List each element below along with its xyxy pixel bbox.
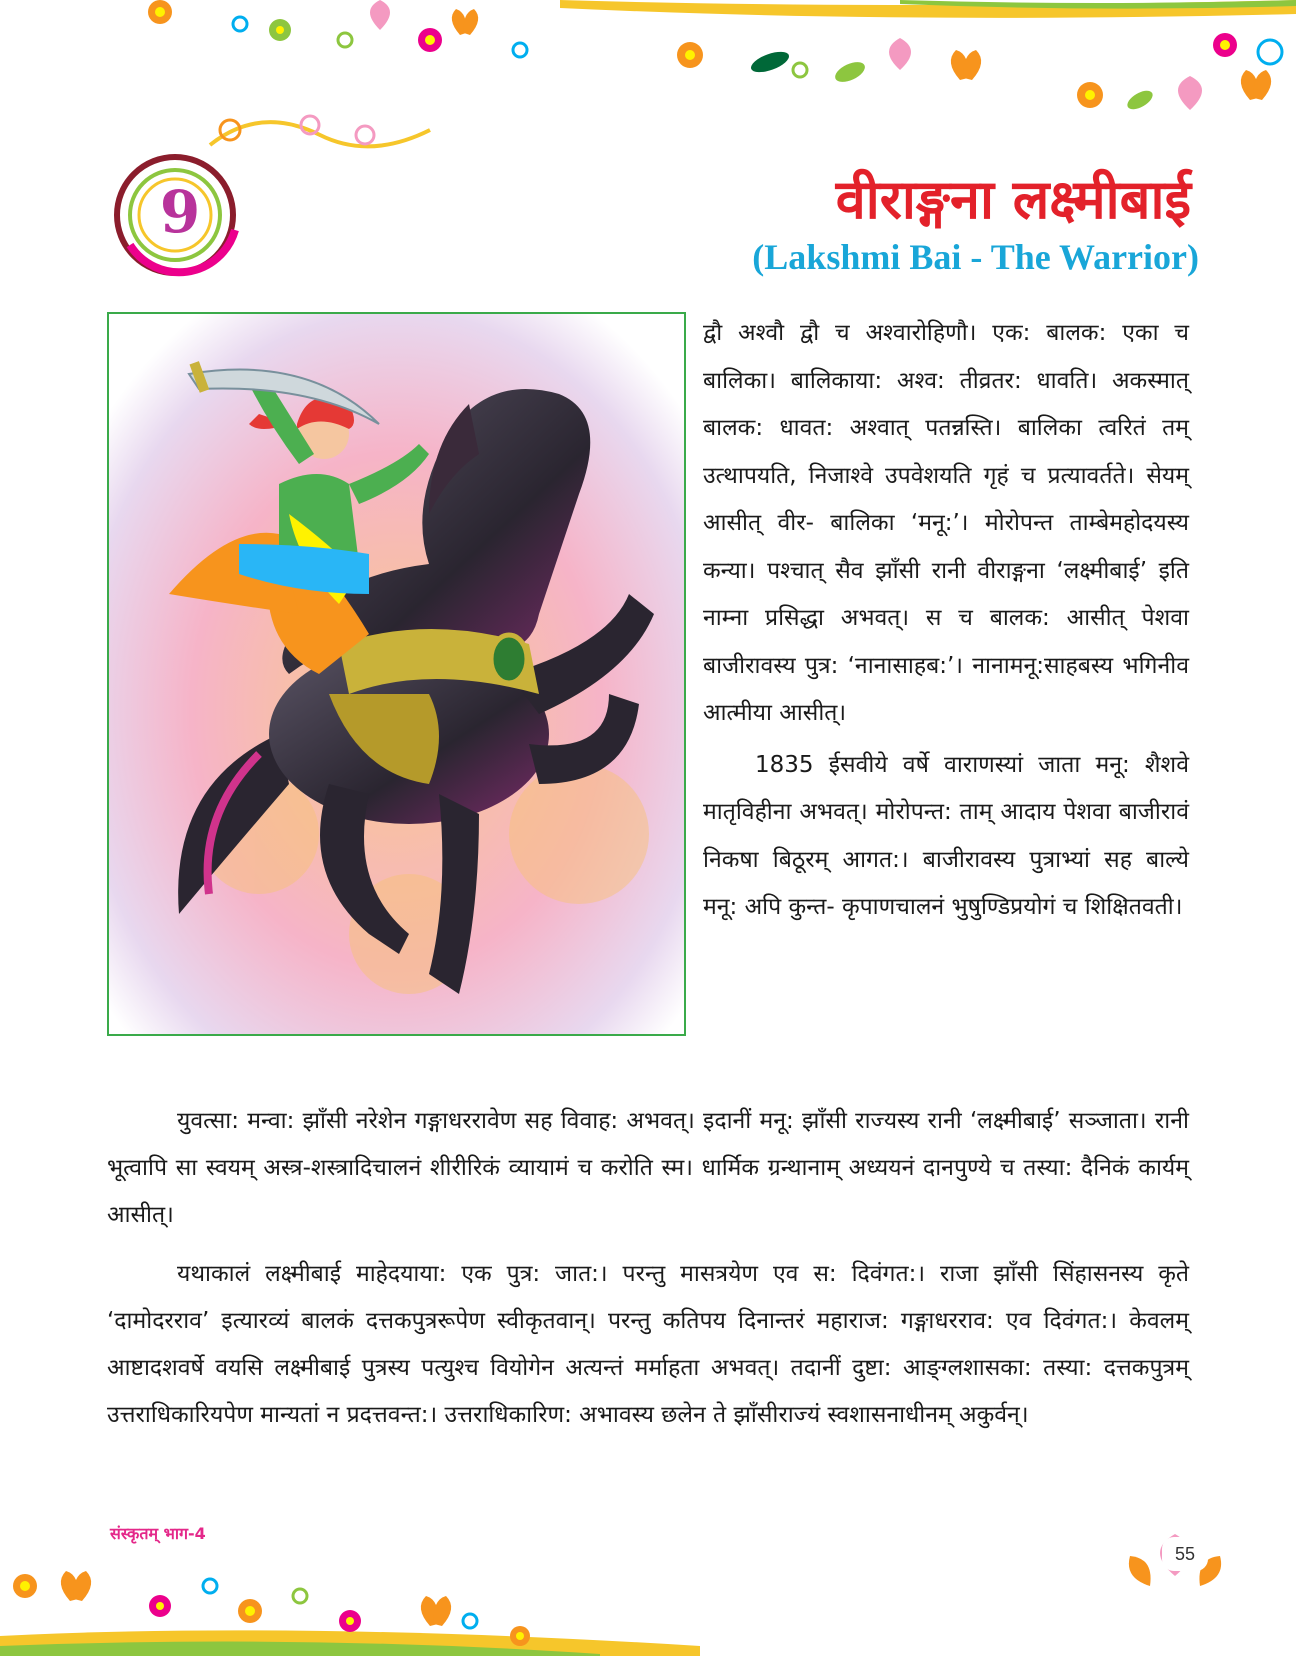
butterfly-icon bbox=[1241, 70, 1271, 100]
top-floral-border bbox=[0, 0, 1296, 130]
butterfly-icon bbox=[951, 50, 981, 80]
chapter-number: 9 bbox=[159, 178, 201, 246]
page-number: 55 bbox=[1162, 1537, 1208, 1571]
lakshmibai-illustration bbox=[107, 312, 686, 1036]
chapter-title-english: (Lakshmi Bai - The Warrior) bbox=[752, 237, 1199, 277]
paragraph-side-2: 1835 ईसवीये वर्षे वाराणस्यां जाता मनू: शैशवे मातृविहीना अभवत्। मोरोपन्त: ताम् आदाय पेशवा बाजीरावं निकषा बिठूरम् आगत:। बाजीरावस्य पुत्राभ्यां सह बाल्ये मनू: अपि कुन्त- कृपाणचालनं भुषुण्डिप्रयोगं च शिक्षितवती। bbox=[703, 751, 1189, 920]
paragraph-full-2: यथाकालं लक्ष्मीबाई माहेदयाया: एक पुत्र: जात:। परन्तु मासत्रयेण एव स: दिवंगत:। राजा झाँसी सिंहासनस्य कृते ‘दामोदरराव’ इत्यारव्यं बालकं दत्तकपुत्ररूपेण स्वीकृतवान्। परन्तु कतिपय दिनान्तरं महाराज: गङ्गाधरराव: एव दिवंगत:। केवलम् आष्टादशवर्षे वयसि लक्ष्मीबाई पुत्रस्य पत्युश्च वियोगेन अत्यन्तं मर्माहता अभवत्। तदानीं दुष्टा: आङ्ग्लशासका: तस्या: दत्तकपुत्रम् उत्तराधिकारियपेण मान्यतां न प्रदत्तवन्त:। उत्तराधिकारिण: अभावस्य छलेन ते झाँसीराज्यं स्वशासनाधीनम् अकुर्वन्। bbox=[107, 1261, 1189, 1428]
side-text-block bbox=[703, 310, 1189, 936]
paragraph-full-1: युवत्सा: मन्वा: झाँसी नरेशेन गङ्गाधररावेण सह विवाह: अभवत्। इदानीं मनू: झाँसी राज्यस्य रानी ‘लक्ष्मीबाई’ सञ्जाता। रानी भूत्वापि सा स्वयम् अस्त्र-शस्त्रादिचालनं शीरीरिकं व्यायामं च करोति स्म। धार्मिक ग्रन्थानाम् अध्ययनं दानपुण्ये च तस्या: दैनिकं कार्यम् आसीत्। bbox=[107, 1108, 1189, 1228]
chapter-title-hindi: वीराङ्गना लक्ष्मीबाई bbox=[835, 168, 1191, 231]
footer-book-title: संस्कृतम् भाग-4 bbox=[110, 1524, 206, 1543]
full-text-block bbox=[107, 1098, 1189, 1451]
bottom-floral-border bbox=[0, 1526, 1296, 1656]
butterfly-icon bbox=[452, 9, 478, 35]
lakshmibai-on-horse-illustration bbox=[109, 314, 684, 1034]
paragraph-side-1: द्वौ अश्वौ द्वौ च अश्वारोहिणौ। एक: बालक: एका च बालिका। बालिकाया: अश्व: तीव्रतर: धावति। अकस्मात् बालक: धावत: अश्वात् पतन्नस्ति। बालिका त्वरितं तम् उत्थापयति, निजाश्वे उपवेशयति गृहं च प्रत्यावर्तते। सेयम् आसीत् वीर- बालिका ‘मनू:’। मोरोपन्त ताम्बेमहोदयस्य कन्या। पश्चात् सैव झाँसी रानी वीराङ्गना ‘लक्ष्मीबाई’ इति नाम्ना प्रसिद्धा अभवत्। स च बालक: आसीत् पेशवा बाजीरावस्य पुत्र: ‘नानासाहब:’। नानामनू:साहबस्य भगिनीव आत्मीया आसीत्। bbox=[703, 320, 1189, 726]
